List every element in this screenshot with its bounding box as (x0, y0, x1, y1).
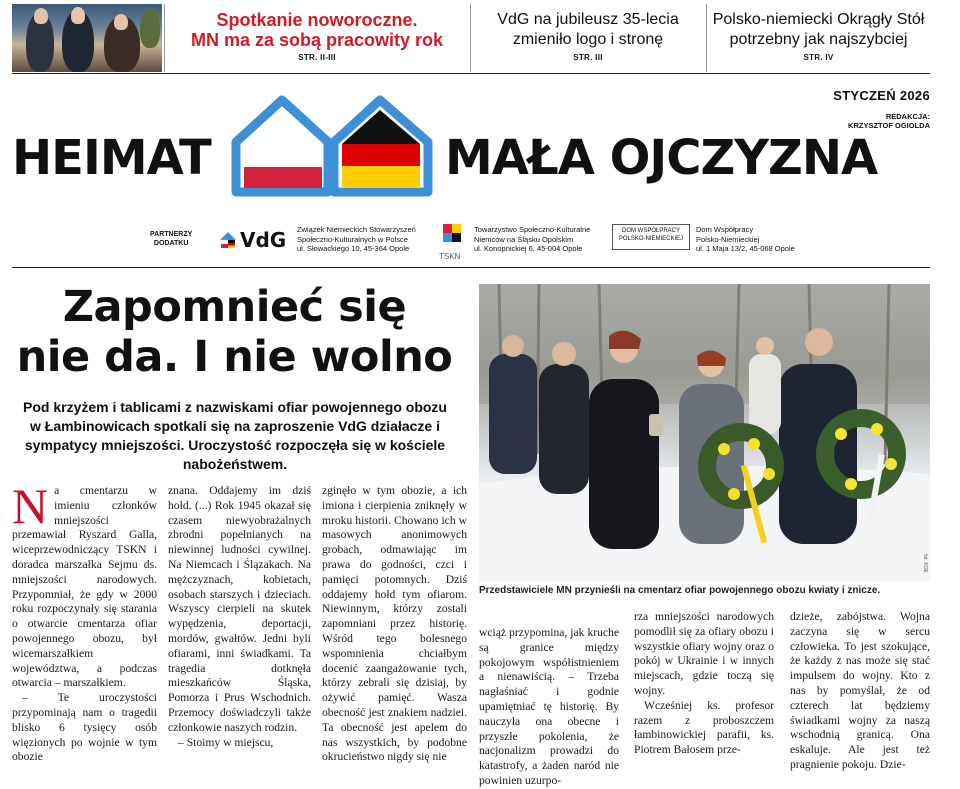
teaser-page-ref: STR. IV (803, 53, 834, 62)
photo-credit: fot. KOE (922, 554, 928, 573)
teaser-photo[interactable] (12, 4, 162, 72)
article-paragraph: dzieże, zabójstwa. Wojna zaczyna się w sercu człowieka. To jest szokujące, że każdy z nas może się stać impulsem do wojny. Kto z nas by pomyślał, że od czterech lat będziemy świadkami wojny za naszą wschodnią granicą. Ona eskaluje. Ale jest też pragnienie pokoju. Dzie- (790, 610, 930, 771)
dwpn-logo[interactable]: DOM WSPÓŁPRACY POLSKO-NIEMIECKIEJ (612, 224, 690, 250)
article-column-3 (322, 484, 467, 765)
article-paragraph: znana. Oddajemy im dziś hołd. (...) Rok 1945 okazał się czasem niewyobrażalnych zbrodni popełnianych na niewinnej ludności cywilnej. Na Niemcach i Ślązakach. Na mężczyznach, kobietach, osobach starszych i dzieciach. Wszyscy cierpieli na skutek wypędzenia, deportacji, mordów, gwałtów. Jedni byli ofiarami, inni świadkami. Ta tragedia dotknęła mieszkańców Śląska, Pomorza i Prus Wschodnich. Przemocy doświadczyli także członkowie naszych rodzin. (168, 484, 311, 734)
article-paragraph: Wcześniej ks. profesor razem z proboszczem łambinowickiej parafii, ks. Piotrem Bałosem prze- (634, 698, 774, 757)
teaser-vdg-jubilee[interactable] (470, 4, 705, 72)
teaser-headline: MN ma za sobą pracowity rok (190, 30, 444, 50)
houses-logo-icon (230, 92, 435, 194)
photo-caption: Przedstawiciele MN przynieśli na cmentarz ofiar powojennego obozu kwiaty i znicze. (479, 585, 881, 596)
article-paragraph: – Stoimy w miejscu, (178, 735, 274, 749)
tskn-mark[interactable]: TSKN (439, 252, 461, 261)
teaser-page-ref: STR. II-III (298, 53, 336, 62)
teaser-headline: potrzebny jak najszybciej (729, 31, 908, 48)
dwpn-info: Dom Współpracy Polsko-Niemieckiej ul. 1 Maja 13/2, 45-068 Opole (696, 225, 795, 253)
teaser-page-ref: STR. III (573, 53, 603, 62)
article-headline: Zapomnieć się nie da. I nie wolno (16, 282, 453, 382)
article-column-4 (479, 626, 619, 789)
vdg-logo-icon (220, 232, 236, 248)
memorial-photo-illustration (479, 284, 930, 581)
dropcap: N (12, 478, 49, 534)
editor-name: KRZYSZTOF OGIOLDA (848, 121, 930, 130)
vdg-info: Związek Niemieckich Stowarzyszeń Społeczno-Kulturalnych w Polsce ul. Słowackiego 10, 45-364 Opole (297, 225, 416, 253)
teaser-strip (12, 4, 930, 74)
teaser-headline: zmieniło logo i stronę (512, 31, 664, 48)
partners-label: PARTNERZY DODATKU (150, 231, 193, 247)
article-column-2 (168, 484, 311, 750)
article-column-1 (12, 478, 157, 765)
article-paragraph: a cmentarzu w imieniu członków mniejszości przemawiał Ryszard Galla, wiceprzewodniczący TSKN i doradca marszałka Sejmu ds. mniejszości narodowych. Przypomniał, że gdy w 2000 roku rozpoczynały się starania o otwarcie cmentarza ofiar powojennego obozu, był wicemarszałkiem województwa, a podczas otwarcia – marszałkiem. (12, 484, 157, 690)
editor-credit (848, 112, 930, 130)
article-lead: Pod krzyżem i tablicami z nazwiskami ofiar powojennego obozu w Łambinowicach spotkali się na zaproszenie VdG działacze i sympatycy mniejszości. Uroczystość rozpoczęła się w kościele nabożeństwem. (23, 399, 447, 472)
article-paragraph: – Te uroczystości przypominają nam o tragedii blisko 6 tysięcy osób więzionych po wojnie w tym obozie (12, 691, 157, 764)
teaser-new-year-meeting[interactable] (164, 4, 469, 72)
masthead-title-mala-ojczyzna: MAŁA OJCZYZNA (445, 130, 878, 186)
masthead-title-heimat: HEIMAT (12, 130, 211, 186)
issue-date: STYCZEŃ 2026 (833, 88, 930, 103)
article-paragraph: wciąż przypomina, jak kruche są granice między pokojowym współistnieniem a nienawiścią. – Trzeba nagłaśniać i godnie upamiętniać tę historię. By nauczyła ona obecne i przyszłe pokolenia, że nacjonalizm prowadzi do katastrofy, a żaden naród nie powinien uzurpo- (479, 626, 619, 787)
article-paragraph: zginęło w tym obozie, a ich imiona i cierpienia zniknęły w mroku historii. Chowano ich w masowych anonimowych grobach, odmawiając im prawa do godności, czci i pamięci potomnych. Dziś oddajemy hołd tym ofiarom. Niewinnym, którzy zostali zapomniani przez historię. Wśród tego bolesnego wspomnienia chciałbym docenić zaangażowanie tych, którzy zebrali się dzisiaj, by ożywić pamięć. Wasza obecność jest znakiem nadziei. Ta obecność jest apelem do nas wszystkich, by podobne okrucieństwo nigdy się nie (322, 484, 467, 764)
article-paragraph: rza mniejszości narodowych pomodlił się za ofiary obozu i wszystkie ofiary wojny oraz o pokój w Ukrainie i w innych miejscach, gdzie toczą się wojny. (634, 610, 774, 697)
editor-label: REDAKCJA: (885, 112, 930, 121)
teaser-headline: VdG na jubileusz 35-lecia (497, 11, 679, 28)
tskn-info: Towarzystwo Społeczno-Kulturalne Niemców na Śląsku Opolskim ul. Konopnickiej 6, 45-004 Opole (474, 225, 591, 253)
article-column-5 (634, 610, 774, 758)
teaser-round-table[interactable] (706, 4, 930, 72)
article-photo[interactable] (479, 284, 930, 581)
vdg-mark[interactable]: VdG (240, 228, 287, 252)
teaser-headline: Polsko-niemiecki Okrągły Stół (712, 11, 925, 28)
teaser-headline: Spotkanie noworoczne. (216, 10, 418, 30)
partners-bar (12, 212, 930, 268)
article-column-6 (790, 610, 930, 773)
